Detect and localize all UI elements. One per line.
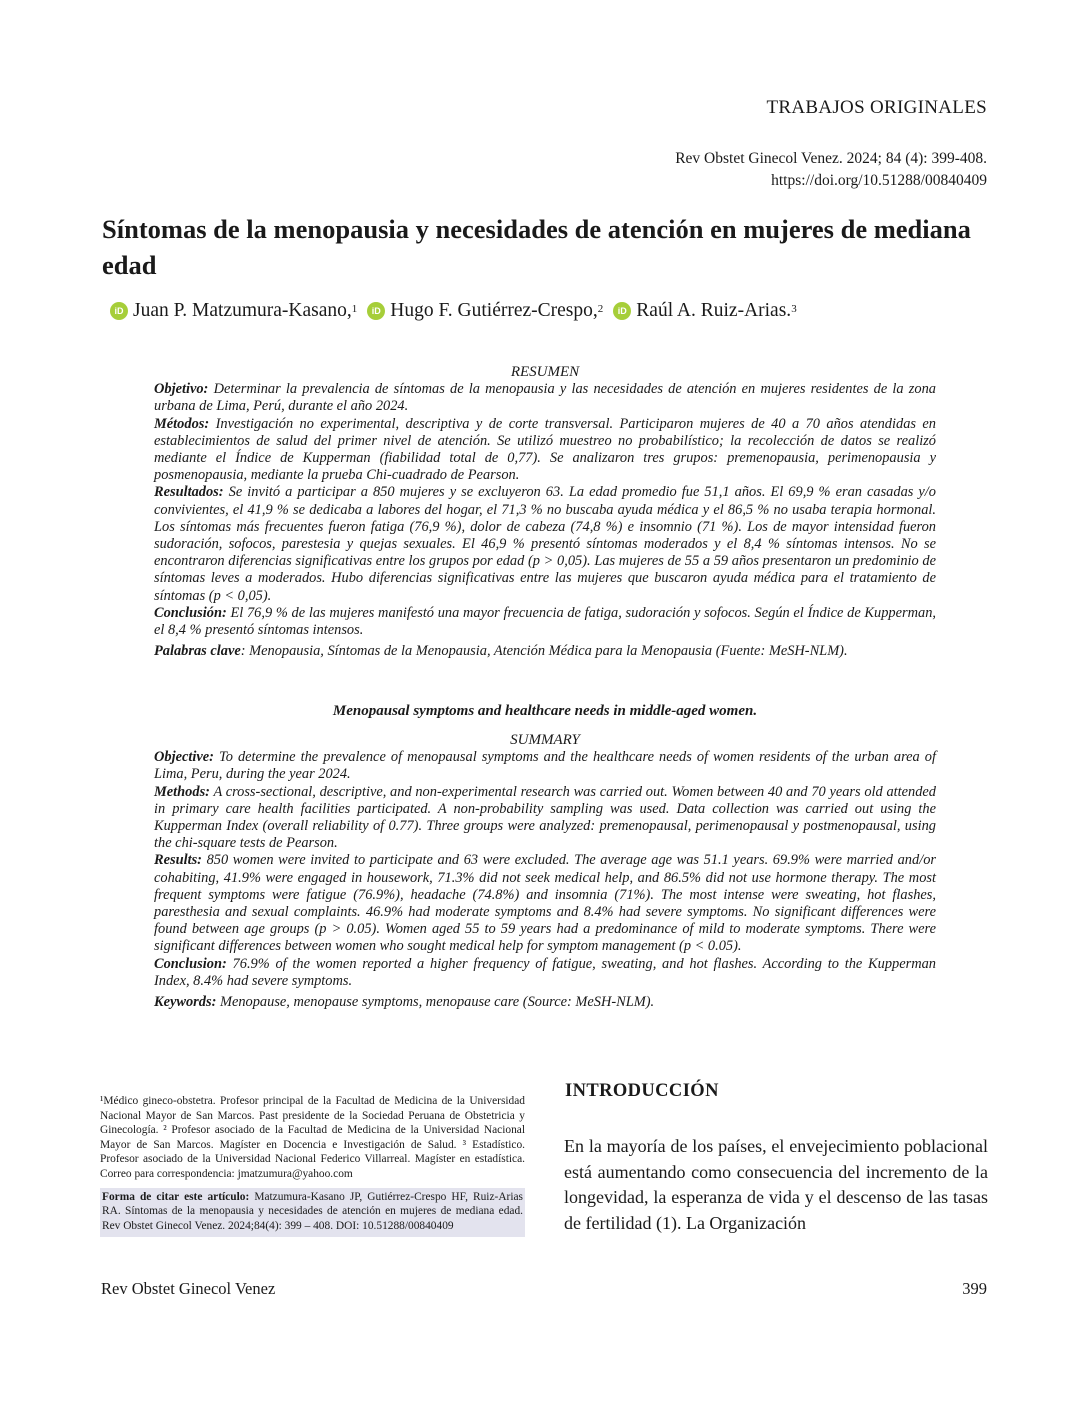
- text: Determinar la prevalencia de síntomas de la menopausia y las necesidades de atención en mujeres residentes de la zona urbana de Lima, Perú, durante el año 2024.: [154, 381, 936, 415]
- author-name: Hugo F. Gutiérrez-Crespo,: [390, 300, 598, 321]
- english-title: Menopausal symptoms and healthcare needs in middle-aged women.: [332, 703, 758, 719]
- abstract-keywords: [154, 994, 936, 1011]
- text: Se invitó a participar a 850 mujeres y se excluyeron 63. La edad promedio fue 51,1 años. El 69,9 % eran casadas y/o convivientes, el 41,9 % se dedicaba a labores del hogar, el 71,3 % no buscaba ayuda médica y el 86,5 % no usaba terapia hormonal. Los síntomas más frecuentes fueron fatiga (76,9 %), dolor de cabeza (74,8 %) e insomnio (71 %). Los de mayor intensidad fueron sudoración, sofocos, parestesia y quejas sexuales. El 46,9 % presentó síntomas moderados y el 8,4 % síntomas intensos. No se encontraron diferencias significativas entre los grupos por edad (p > 0,05). Las mujeres de 55 a 59 años presentaron un predominio de síntomas leves a moderados. Hubo diferencias significativas entre las mujeres que buscaron ayuda médica para el tratamiento de síntomas (p < 0,05).: [154, 484, 937, 604]
- text: A cross-sectional, descriptive, and non-experimental research was carried out. Women between 40 and 70 years old attended in primary care health facilities participated. A non-probability sampling was used. Data collection was carried out using the Kupperman Index (overall reliability of 0.77). Three groups were analyzed: premenopausal, perimenopausal y postmenopausal, using the chi-square tests de Pearson.: [154, 783, 936, 852]
- abstract-keywords: [154, 643, 936, 660]
- label: Palabras clave: [154, 643, 241, 660]
- orcid-icon[interactable]: iD: [613, 302, 631, 320]
- abstract-conclusion: [154, 956, 936, 990]
- footnotes: [100, 1094, 525, 1237]
- section-heading: INTRODUCCIÓN: [565, 1081, 719, 1101]
- author-affiliation: 3: [791, 303, 797, 315]
- abstract-results: [154, 852, 936, 955]
- abstract-spanish: [154, 364, 936, 660]
- citation-box: [100, 1188, 525, 1238]
- abstract-english: [154, 732, 936, 1011]
- label: Results:: [154, 852, 202, 869]
- label: Conclusion:: [154, 955, 227, 972]
- label: Métodos:: [154, 415, 210, 432]
- abstract-objective: [154, 381, 936, 415]
- journal-reference: Rev Obstet Ginecol Venez. 2024; 84 (4): 399-408.: [675, 150, 987, 167]
- label: Objective:: [154, 749, 214, 766]
- page-number: 399: [962, 1279, 987, 1298]
- orcid-icon[interactable]: iD: [110, 302, 128, 320]
- journal-citation: [675, 148, 987, 192]
- abstract-conclusion: [154, 605, 936, 639]
- text: 76.9% of the women reported a higher frequency of fatigue, sweating, and hot flashes. According to the Kupperman Index, 8.4% had severe symptoms.: [154, 955, 936, 989]
- doi-link[interactable]: https://doi.org/10.51288/00840409: [771, 172, 987, 189]
- author-2: [367, 300, 603, 322]
- body-paragraph: En la mayoría de los países, el envejecimiento poblacional está aumentando como consecuencia del incremento de la longevidad, la esperanza de vida y el descenso de las tasas de fertilidad (1). La Organización: [564, 1136, 988, 1233]
- author-name: Raúl A. Ruiz-Arias.: [636, 300, 792, 321]
- citation-label: Forma de citar este artículo:: [102, 1190, 250, 1203]
- label: Keywords:: [154, 994, 217, 1011]
- citation-text: Matzumura-Kasano JP, Gutiérrez-Crespo HF, Ruiz-Arias RA. Síntomas de la menopausia y necesidades de atención en mujeres de mediana edad. Rev Obstet Ginecol Venez. 2024;84(4): 399 – 408. DOI: 10.51288/00840409: [102, 1190, 523, 1232]
- abstract-results: [154, 484, 936, 604]
- section-label: TRABAJOS ORIGINALES: [766, 97, 987, 118]
- label: Methods:: [154, 783, 210, 800]
- author-affiliations: ¹Médico gineco-obstetra. Profesor principal de la Facultad de Medicina de la Universidad Nacional Mayor de San Marcos. Past presidente de la Sociedad Peruana de Obstetricia y Ginecología. ² Profesor asociado de la Facultad de Medicina de la Universidad Nacional Mayor de San Marcos. Magíster en Docencia e Investigación de Salud. ³ Estadístico. Profesor asociado de la Universidad Nacional Federico Villarreal. Magíster en estadística. Correo para correspondencia: jmatzumura@yahoo.com: [100, 1095, 525, 1180]
- label: Conclusión:: [154, 604, 227, 621]
- author-3: [613, 300, 796, 322]
- abstract-heading: SUMMARY: [510, 732, 580, 748]
- label: Objetivo:: [154, 381, 209, 398]
- author-1: [110, 300, 357, 322]
- text: To determine the prevalence of menopausal symptoms and the healthcare needs of women residents of the urban area of Lima, Peru, during the year 2024.: [154, 749, 936, 783]
- abstract-objective: [154, 749, 936, 783]
- abstract-heading: RESUMEN: [510, 364, 580, 380]
- abstract-methods: [154, 784, 936, 853]
- text: Investigación no experimental, descriptiva y de corte transversal. Participaron mujeres de 40 a 70 años atendidas en establecimientos de salud del primer nivel de atención. Se utilizó muestreo no probabilístico; la recolección de datos se realizó mediante el Índice de Kupperman (fiabilidad total de 0,77). Se analizaron tres grupos: premenopausia, perimenopausia y posmenopausia, mediante la prueba Chi-cuadrado de Pearson.: [154, 415, 936, 484]
- author-name: Juan P. Matzumura-Kasano,: [133, 300, 352, 321]
- abstract-methods: [154, 416, 936, 485]
- text: El 76,9 % de las mujeres manifestó una mayor frecuencia de fatiga, sudoración y sofocos. Según el Índice de Kupperman, el 8,4 % presentó síntomas intensos.: [154, 604, 936, 639]
- label: Resultados:: [154, 484, 224, 501]
- orcid-icon[interactable]: iD: [367, 302, 385, 320]
- text: 850 women were invited to participate and 63 were excluded. The average age was 51.1 years. 69.9% were married and/or cohabiting, 41.9% were engaged in housework, 71.3% did not seek medical help, and 86.5% did not use hormone therapy. The most frequent symptoms were fatigue (76.9%), headache (74.8%) and insomnia (71%). The most intense were sweating, hot flashes, paresthesia and sexual complaints. 46.9% had moderate symptoms and 8.4% had severe symptoms. No significant differences were found between age groups (p > 0.05). Women aged 55 to 59 years had a predominance of mild to moderate symptoms. There were significant differences between women who sought medical help for symptom management (p < 0.05).: [154, 852, 936, 955]
- author-list: [110, 300, 807, 322]
- author-affiliation: 2: [597, 303, 604, 315]
- footer-journal: Rev Obstet Ginecol Venez: [101, 1279, 276, 1298]
- text: : Menopausia, Síntomas de la Menopausia, Atención Médica para la Menopausia (Fuente: MeSH-NLM).: [240, 643, 848, 660]
- author-affiliation: 1: [351, 303, 358, 315]
- text: Menopause, menopause symptoms, menopause care (Source: MeSH-NLM).: [219, 994, 655, 1011]
- article-title: Síntomas de la menopausia y necesidades de atención en mujeres de mediana edad: [102, 214, 971, 280]
